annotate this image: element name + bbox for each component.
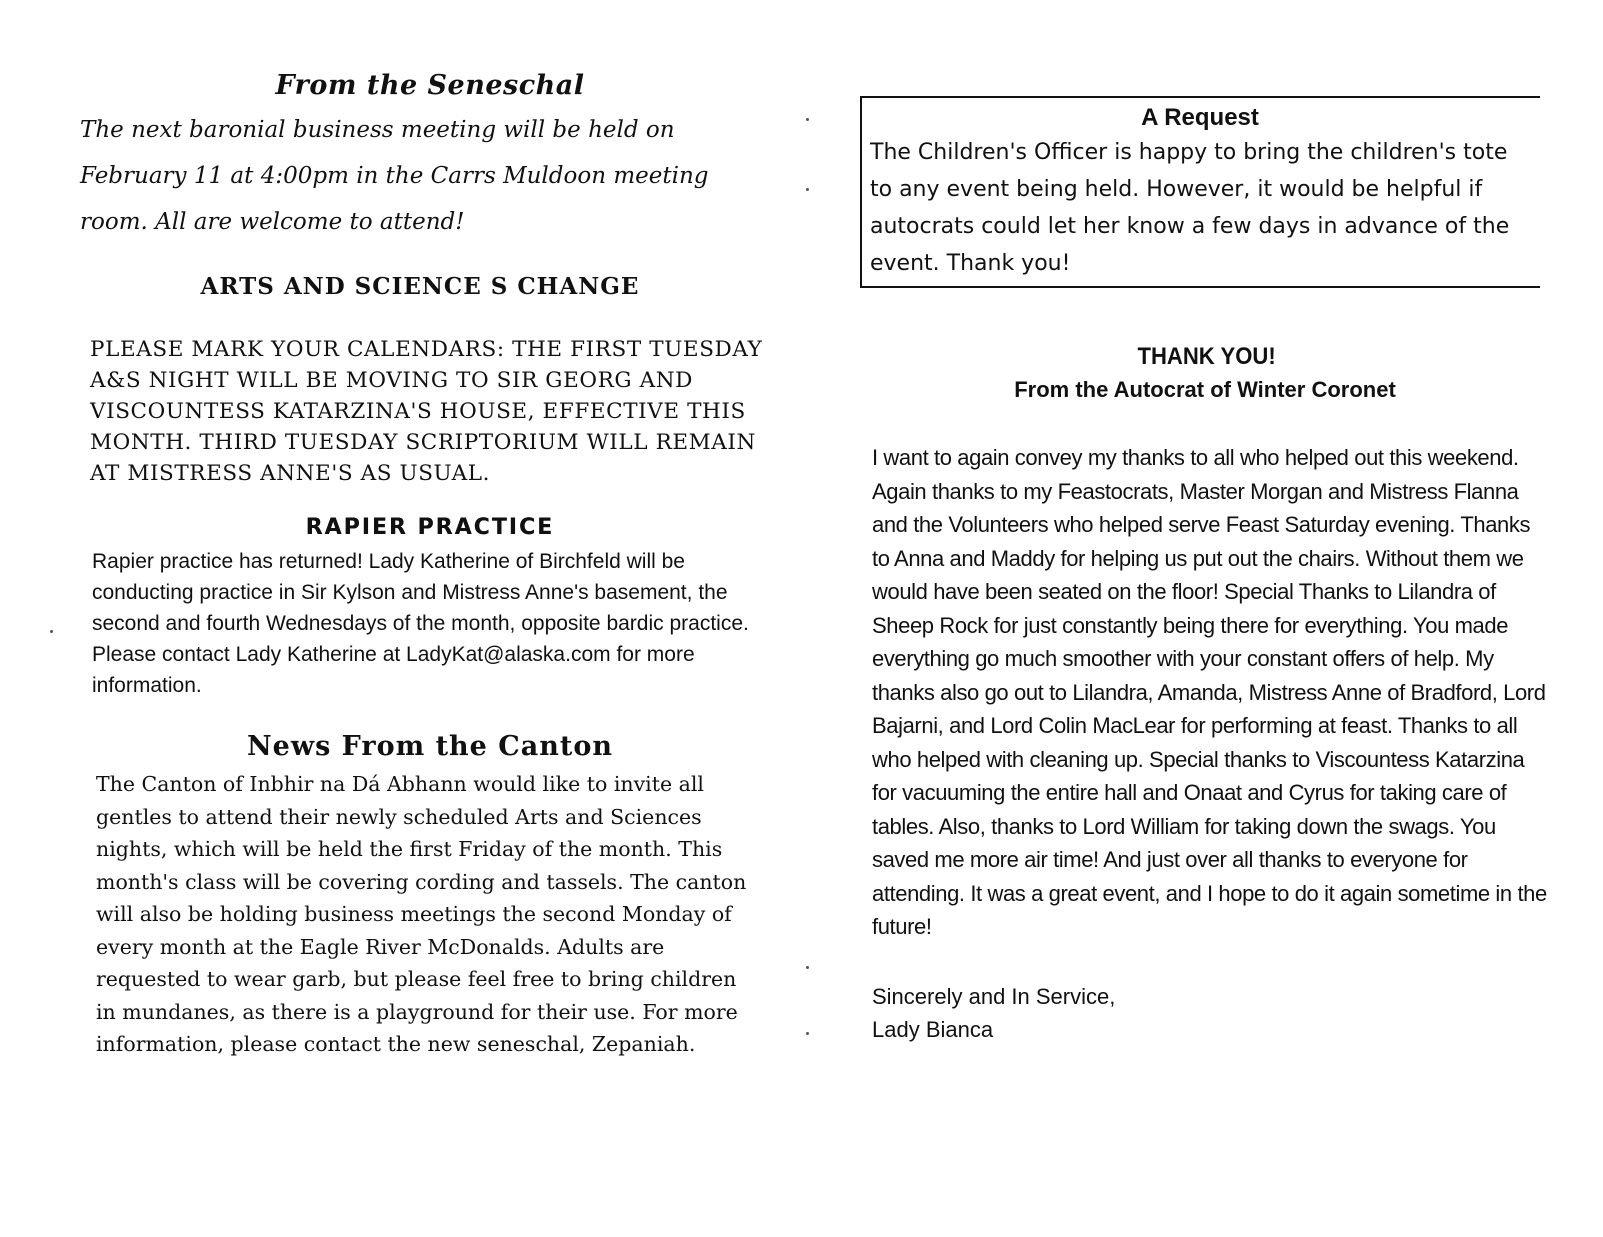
arts-sciences-title: ARTS AND SCIENCE S CHANGE [200,273,640,300]
closing-line: Sincerely and In Service, [872,983,1116,1009]
seneschal-title: From the Seneschal [275,70,585,101]
signature: Lady Bianca [872,1017,994,1042]
arts-sciences-section [80,273,780,489]
thank-you-subtitle: From the Autocrat of Winter Coronet [1014,377,1396,402]
scan-speck [806,118,809,121]
thank-you-title: THANK YOU! [1137,343,1276,370]
request-title: A Request [1141,104,1259,131]
rapier-title: RAPIER PRACTICE [305,515,555,540]
canton-body: The Canton of Inbhir na Dá Abhann would like to invite all gentles to attend their newly scheduled Arts and Sciences nights, which will be held the first Friday of the month. This month's class will be covering cording and tassels. The canton will also be holding business meetings the second Monday of every month at the Eagle River McDonalds. Adults are requested to wear garb, but please feel free to bring children in mundanes, as there is a playground for their use. For more information, please contact the new seneschal, Zepaniah. [96,772,747,1056]
left-column [80,70,780,1061]
request-box [860,96,1540,288]
rapier-body: Rapier practice has returned! Lady Katherine of Birchfeld will be conducting practice in Sir Kylson and Mistress Anne's basement, the second and fourth Wednesdays of the month, opposite bardic practice. Please contact Lady Katherine at LadyKat@alaska.com for more information. [92,550,749,697]
arts-sciences-body: PLEASE MARK YOUR CALENDARS: THE FIRST TUESDAY A&S NIGHT WILL BE MOVING TO SIR GEORG AND VISCOUNTESS KATARZINA'S HOUSE, EFFECTIVE THIS MONTH. THIRD TUESDAY SCRIPTORIUM WILL REMAIN AT MISTRESS ANNE'S AS USUAL. [90,337,763,486]
thank-you-section [872,343,1570,1047]
rapier-section [80,515,780,701]
request-body: The Children's Officer is happy to bring the children's tote to any event being held. However, it would be helpful if autocrats could let her know a few days in advance of the event. Thank you! [870,140,1510,276]
scan-speck [806,966,809,969]
canton-section [80,731,780,1061]
seneschal-section [80,70,780,245]
scan-speck [50,630,53,633]
thank-you-body: I want to again convey my thanks to all who helped out this weekend. Again thanks to my Feastocrats, Master Morgan and Mistress Flanna and the Volunteers who helped serve Feast Saturday evening. Thanks to Anna and Maddy for helping us put out the chairs. Without them we would have been seated on the floor! Special Thanks to Lilandra of Sheep Rock for just constantly being there for everything. You made everything go much smoother with your constant offers of help. My thanks also go out to Lilandra, Amanda, Mistress Anne of Bradford, Lord Bajarni, and Lord Colin MacLear for performing at feast. Thanks to all who helped with cleaning up. Special thanks to Viscountess Katarzina for vacuuming the entire hall and Onaat and Cyrus for taking care of tables. Also, thanks to Lord William for taking down the swags. You saved me more air time! And just over all thanks to everyone for attending. It was a great event, and I hope to do it again sometime in the future! [872,445,1547,939]
scan-speck [806,188,809,191]
thank-you-closing [872,980,1570,1047]
scan-speck [806,1032,809,1035]
canton-title: News From the Canton [246,731,613,762]
seneschal-body: The next baronial business meeting will be held on February 11 at 4:00pm in the Carrs Muldoon meeting room. All are welcome to attend! [80,117,709,235]
